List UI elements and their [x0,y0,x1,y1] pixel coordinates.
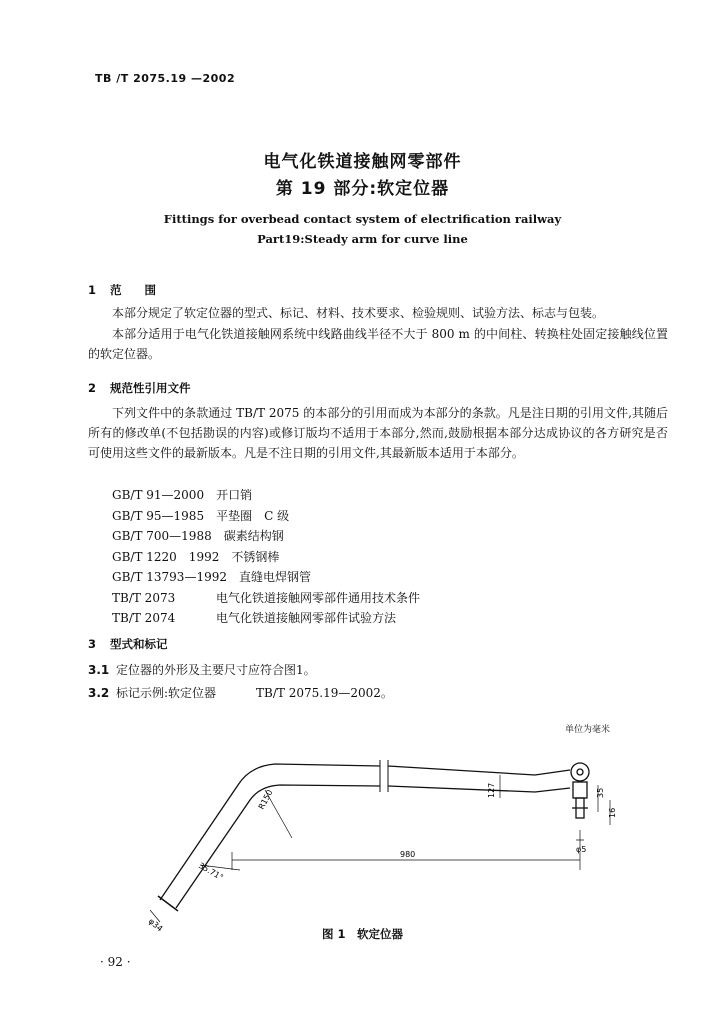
reference-item: TB/T 2074 电气化铁道接触网零部件试验方法 [112,611,397,625]
dim-16: 16 [608,807,617,818]
paragraph-normative-refs: 下列文件中的条款通过 TB/T 2075 的本部分的引用而成为本部分的条款。凡是注日期的引用文件,其随后所有的修改单(不包括勘误的内容)或修订版均不适用于本部分,然而,鼓励根据本部分达成协议的各方研究是否可使用这些文件的最新版本。凡是不注日期的引用文件,其最新版本适用于本部分。 [88,406,668,460]
english-title-line-2: Part19:Steady arm for curve line [257,232,468,246]
reference-item: TB/T 2073 电气化铁道接触网零部件通用技术条件 [112,590,421,605]
clause-number: 3.1 [88,663,110,677]
unit-note: 单位为毫米 [565,725,611,735]
figure-caption: 图 1 软定位器 [321,927,403,941]
section-3-heading [88,636,168,652]
marking-example: TB/T 2075.19—2002。 [256,686,393,700]
dim-length: 980 [400,850,416,859]
clause-text: 定位器的外形及主要尺寸应符合图1。 [116,663,316,677]
dim-angle: 35.71° [197,860,225,883]
paragraph-scope-2: 本部分适用于电气化铁道接触网系统中线路曲线半径不大于 800 m 的中间柱、转换柱处固定接触线位置的软定位器。 [88,327,668,361]
reference-item: GB/T 91—2000 开口销 [112,488,253,502]
section-title: 型式和标记 [110,637,168,651]
section-2-heading [88,380,191,396]
clause-number: 3.2 [88,686,110,700]
section-1-heading [88,282,156,298]
reference-item: GB/T 1220 1992 不锈钢棒 [112,549,280,564]
reference-item: GB/T 95—1985 平垫圈 C 级 [112,508,290,523]
section-number: 3 [88,637,97,651]
clause-3-1 [88,661,316,678]
section-title: 范 围 [110,283,156,297]
title-line-2: 第 19 部分:软定位器 [275,179,450,199]
section-number: 2 [88,381,97,395]
dim-phi5: φ5 [576,845,587,854]
title-line-1: 电气化铁道接触网零部件 [263,152,462,172]
dim-offset: 127 [487,782,496,798]
arm-body [158,760,589,911]
dimension-lines [150,775,610,922]
clause-text: 标记示例:软定位器 [116,686,217,700]
page-number: · 92 · [100,955,131,969]
reference-list [112,485,420,629]
paragraph-scope-1: 本部分规定了软定位器的型式、标记、材料、技术要求、检验规则、试验方法、标志与包装。 [112,306,605,320]
standard-number: TB /T 2075.19 —2002 [95,72,236,85]
clause-3-2 [88,684,393,701]
section-title: 规范性引用文件 [110,381,191,395]
english-title-line-1: Fittings for overbead contact system of electrification railway [163,212,562,226]
dim-35: 35 [596,787,605,798]
reference-item: GB/T 13793—1992 直缝电焊钢管 [112,570,312,584]
dim-diameter: φ34 [146,916,165,934]
reference-item: GB/T 700—1988 碳素结构钢 [112,529,284,543]
section-number: 1 [88,283,97,297]
dim-radius: R150 [256,788,275,811]
